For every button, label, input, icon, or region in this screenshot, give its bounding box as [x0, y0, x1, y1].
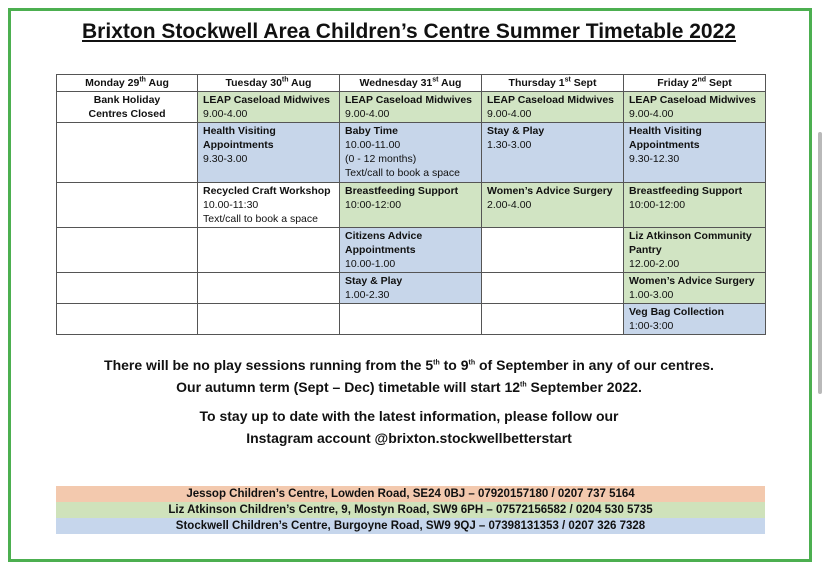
event-thu-womens-advice: Women’s Advice Surgery 2.00-4.00 — [482, 183, 624, 228]
notice-line-3: To stay up to date with the latest information, please follow our — [199, 408, 619, 424]
timetable — [56, 74, 766, 335]
empty-cell — [57, 123, 198, 183]
header-wednesday: Wednesday 31st Aug — [340, 75, 482, 92]
empty-cell — [482, 304, 624, 335]
contact-jessop: Jessop Children’s Centre, Lowden Road, SE24 0BJ – 07920157180 / 0207 737 5164 — [56, 486, 765, 502]
event-wed-breastfeeding: Breastfeeding Support 10:00-12:00 — [340, 183, 482, 228]
event-fri-veg-bag: Veg Bag Collection 1:00-3:00 — [624, 304, 766, 335]
event-thu-stay-play: Stay & Play 1.30-3.00 — [482, 123, 624, 183]
header-monday: Monday 29th Aug — [57, 75, 198, 92]
event-fri-health-visiting: Health Visiting Appointments 9.30-12.30 — [624, 123, 766, 183]
empty-cell — [57, 304, 198, 335]
event-tue-health-visiting: Health Visiting Appointments 9.30-3.00 — [198, 123, 340, 183]
event-tue-craft-workshop: Recycled Craft Workshop 10.00-11:30 Text/call to book a space — [198, 183, 340, 228]
notice-line-1: There will be no play sessions running from the 5th to 9th of September in any of our centres. — [104, 357, 714, 373]
empty-cell — [57, 183, 198, 228]
event-fri-womens-advice: Women’s Advice Surgery 1.00-3.00 — [624, 273, 766, 304]
empty-cell — [482, 273, 624, 304]
event-wed-baby-time: Baby Time 10.00-11.00 (0 - 12 months) Text/call to book a space — [340, 123, 482, 183]
event-wed-citizens-advice: Citizens Advice Appointments 10.00-1.00 — [340, 228, 482, 273]
centre-contacts — [56, 486, 765, 534]
event-thu-midwives: LEAP Caseload Midwives 9.00-4.00 — [482, 92, 624, 123]
bank-holiday-cell: Bank Holiday Centres Closed — [57, 92, 198, 123]
table-row — [57, 123, 766, 183]
notice-line-2: Our autumn term (Sept – Dec) timetable will start 12th September 2022. — [176, 379, 642, 395]
empty-cell — [57, 273, 198, 304]
header-thursday: Thursday 1st Sept — [482, 75, 624, 92]
table-row — [57, 228, 766, 273]
contact-stockwell: Stockwell Children’s Centre, Burgoyne Road, SW9 9QJ – 07398131353 / 0207 326 7328 — [56, 518, 765, 534]
contact-liz-atkinson: Liz Atkinson Children’s Centre, 9, Mostyn Road, SW9 6PH – 07572156582 / 0204 530 5735 — [56, 502, 765, 518]
table-row — [57, 304, 766, 335]
empty-cell — [482, 228, 624, 273]
empty-cell — [198, 273, 340, 304]
empty-cell — [198, 304, 340, 335]
event-fri-midwives: LEAP Caseload Midwives 9.00-4.00 — [624, 92, 766, 123]
notice-line-4: Instagram account @brixton.stockwellbetterstart — [246, 430, 572, 446]
table-row — [57, 92, 766, 123]
empty-cell — [198, 228, 340, 273]
timetable-header-row — [57, 75, 766, 92]
table-row — [57, 273, 766, 304]
table-row — [57, 183, 766, 228]
header-tuesday: Tuesday 30th Aug — [198, 75, 340, 92]
vertical-scrollbar[interactable] — [818, 132, 822, 394]
event-fri-community-pantry: Liz Atkinson Community Pantry 12.00-2.00 — [624, 228, 766, 273]
page-title: Brixton Stockwell Area Children’s Centre Summer Timetable 2022 — [82, 20, 736, 43]
event-fri-breastfeeding: Breastfeeding Support 10:00-12:00 — [624, 183, 766, 228]
event-wed-stay-play: Stay & Play 1.00-2.30 — [340, 273, 482, 304]
closure-notice — [0, 354, 818, 398]
empty-cell — [57, 228, 198, 273]
header-friday: Friday 2nd Sept — [624, 75, 766, 92]
instagram-notice — [0, 405, 818, 449]
event-tue-midwives: LEAP Caseload Midwives 9.00-4.00 — [198, 92, 340, 123]
empty-cell — [340, 304, 482, 335]
event-wed-midwives: LEAP Caseload Midwives 9.00-4.00 — [340, 92, 482, 123]
